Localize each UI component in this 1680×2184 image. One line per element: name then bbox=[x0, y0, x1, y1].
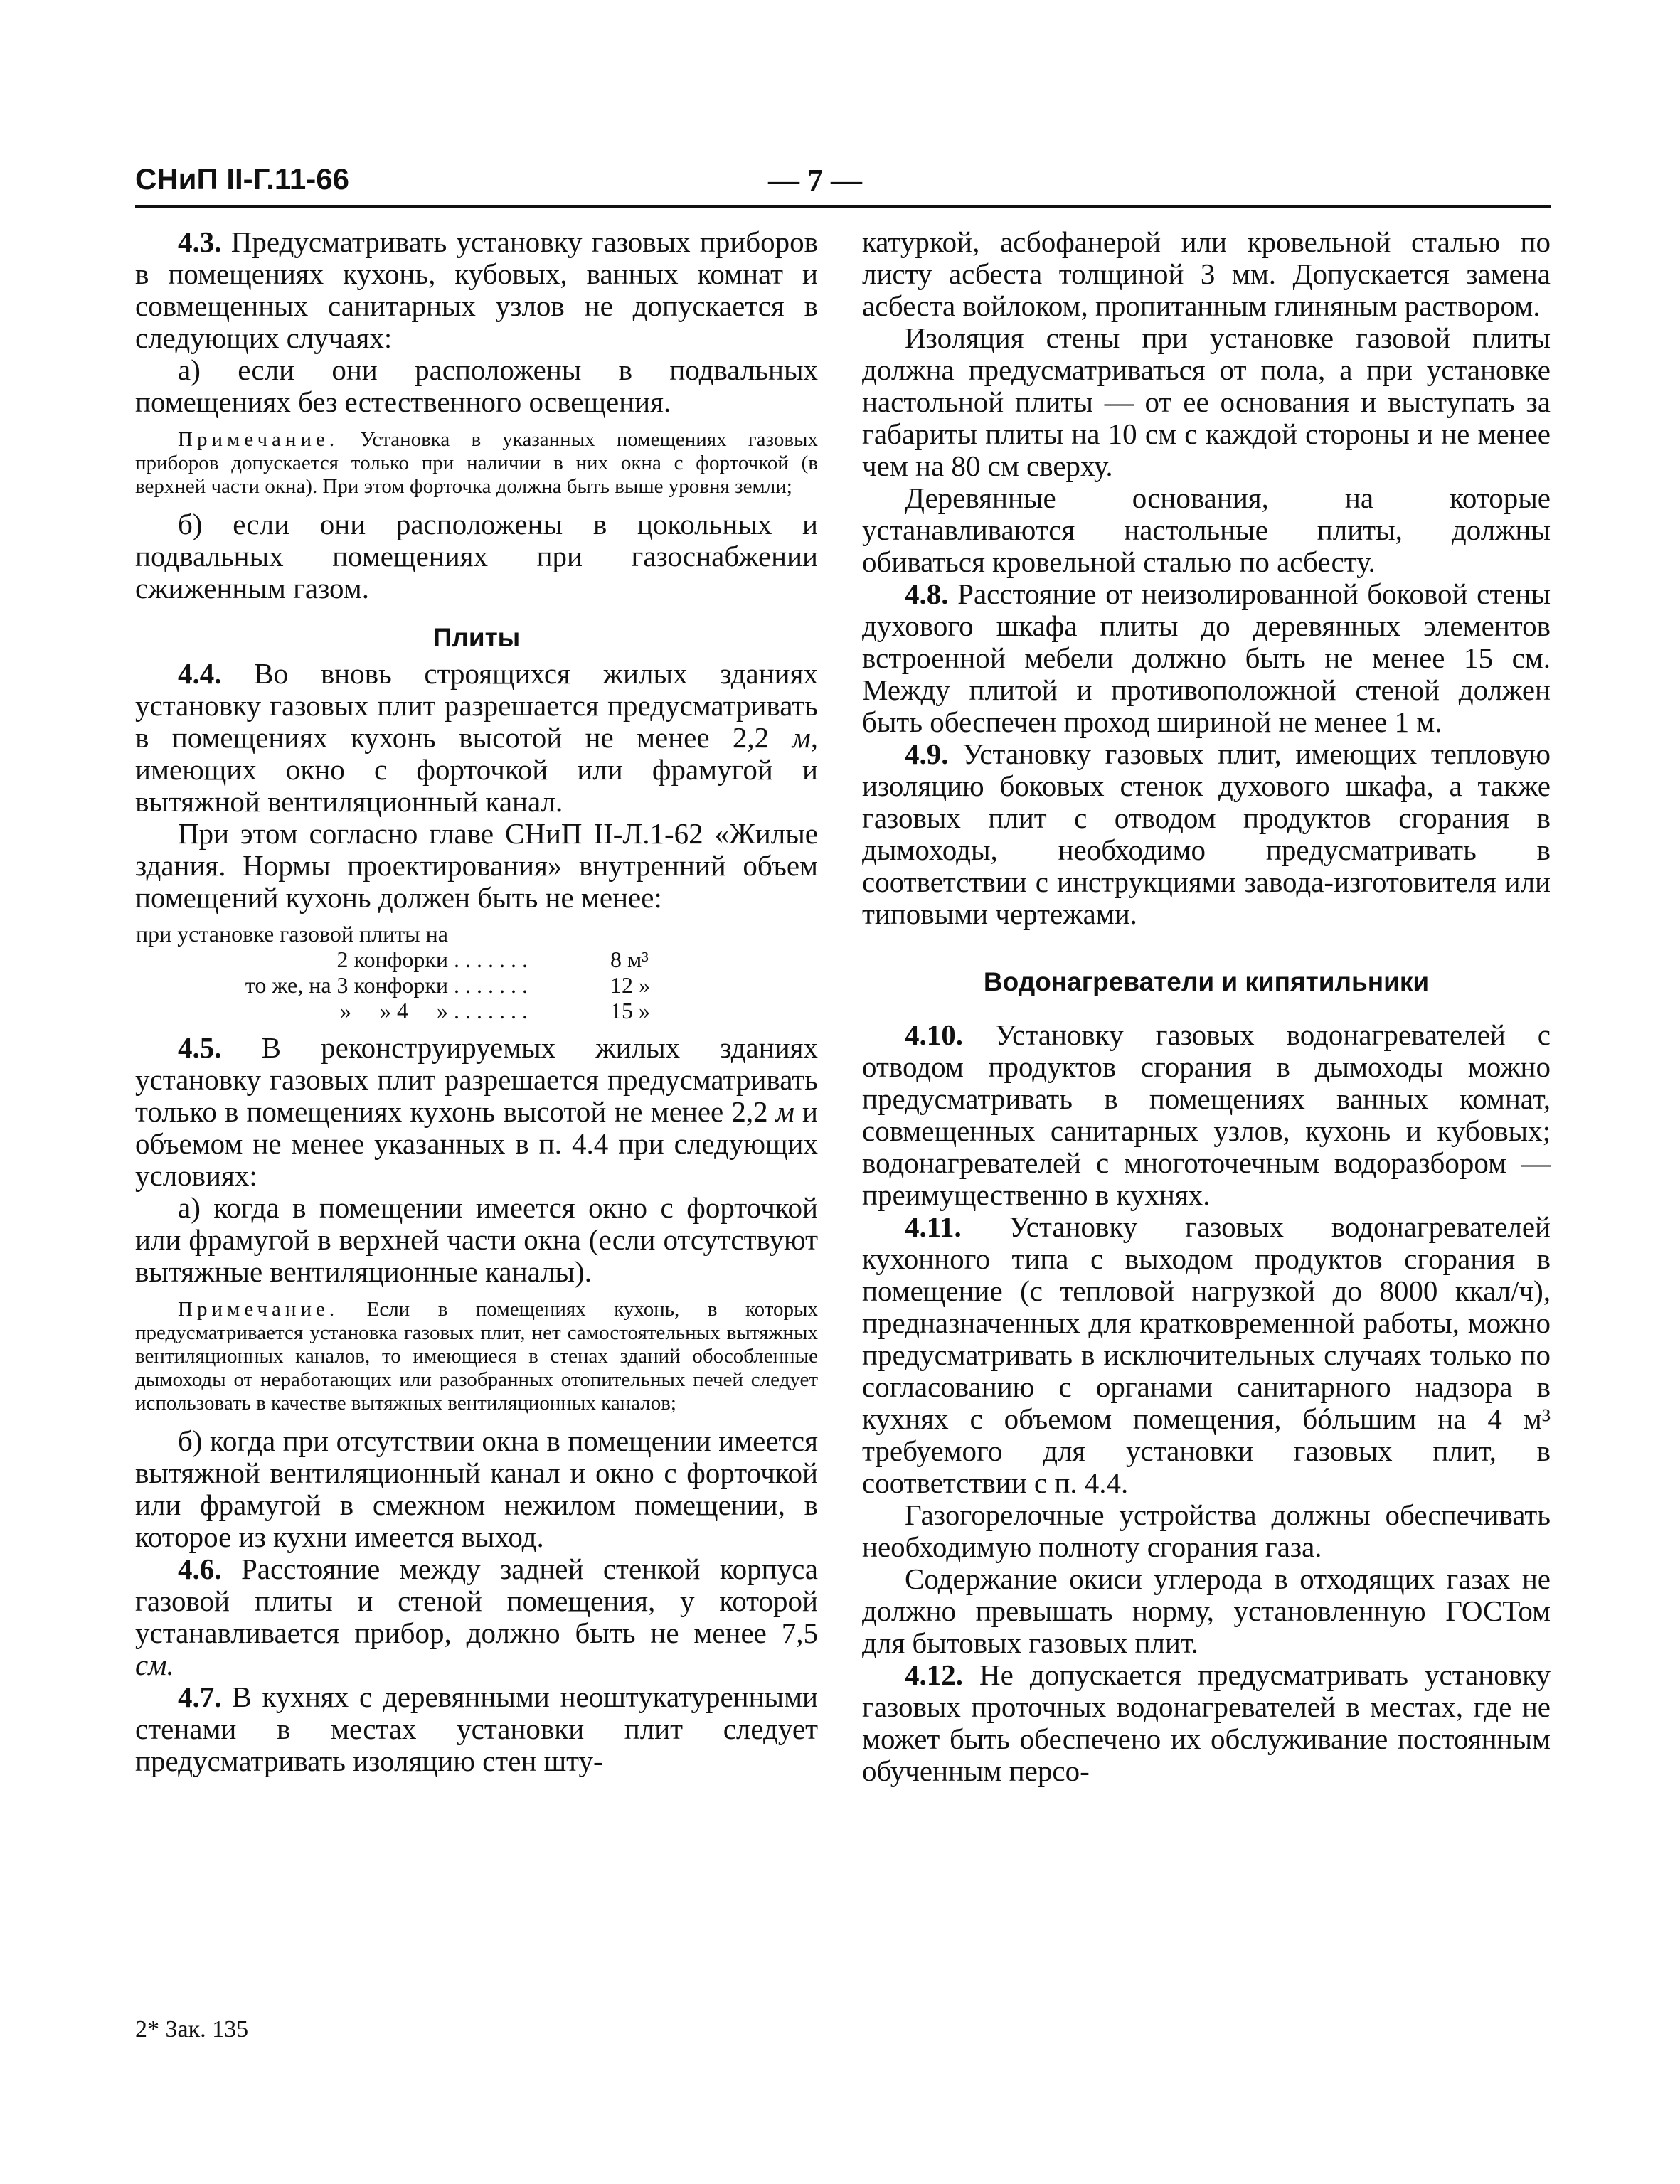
volume-table bbox=[135, 921, 818, 1023]
paragraph-4-6: 4.6. Расстояние между задней стенкой корпуса газовой плиты и стеной помещения, у которой устанавливается прибор, должно быть не менее 7,5 см. bbox=[135, 1552, 818, 1681]
paragraph-4-7-continued: катуркой, асбофанерой или кровельной сталью по листу асбеста толщиной 3 мм. Допускается замена асбеста войлоком, пропитанным глиняным раствором. bbox=[862, 225, 1551, 322]
paragraph-4-5-a: а) когда в помещении имеется окно с форточкой или фрамугой в верхней части окна (если отсутствуют вытяжные вентиляционные каналы). bbox=[135, 1191, 818, 1288]
note-basement: Примечание. Установка в указанных помещениях газовых приборов допускается только при наличии в них окна с форточкой (в верхней части окна). При этом форточка должна быть выше уровня земли; bbox=[135, 428, 818, 498]
paragraph-4-7: 4.7. В кухнях с деревянными неоштукатуренными стенами в местах установки плит следует предусматривать изоляцию стен шту- bbox=[135, 1680, 818, 1777]
paragraph-4-8: 4.8. Расстояние от неизолированной боковой стены духового шкафа плиты до деревянных элементов встроенной мебели должно быть не менее 15 см. Между плитой и противоположной стеной должен быть обеспечен проход шириной не менее 1 м. bbox=[862, 577, 1551, 738]
paragraph-4-5-b: б) когда при отсутствии окна в помещении имеется вытяжной вентиляционный канал и окно с форточкой или фрамугой в смежном нежилом помещении, в которое из кухни имеется выход. bbox=[135, 1424, 818, 1553]
paragraph-4-10: 4.10. Установку газовых водонагревателей с отводом продуктов сгорания в дымоходы можно предусматривать в помещениях ванных комнат, совмещенных санитарных узлов, кухонь и кубовых; водонагревателей с многоточечным водоразбором — преимущественно в кухнях. bbox=[862, 1018, 1551, 1211]
paragraph-4-9: 4.9. Установку газовых плит, имеющих тепловую изоляцию боковых стенок духового шкафа, а также газовых плит с отводом продуктов сгорания в дымоходы, необходимо предусматривать в соответствии с инструкциями завода-изготовителя или типовыми чертежами. bbox=[862, 737, 1551, 930]
paragraph-4-11-b: Газогорелочные устройства должны обеспечивать необходимую полноту сгорания газа. bbox=[862, 1498, 1551, 1563]
paragraph-4-5: 4.5. В реконструируемых жилых зданиях установку газовых плит разрешается предусматривать только в помещениях кухонь высотой не менее 2,2 м и объемом не менее указанных в п. 4.4 при следующих условиях: bbox=[135, 1031, 818, 1192]
paragraph-4-4-b: При этом согласно главе СНиП II-Л.1-62 «Жилые здания. Нормы проектирования» внутренний объем помещений кухонь должен быть не менее: bbox=[135, 817, 818, 914]
page-header bbox=[135, 162, 1551, 205]
paragraph-4-7-wooden-bases: Деревянные основания, на которые устанавливаются настольные плиты, должны обиваться кровельной сталью по асбесту. bbox=[862, 481, 1551, 578]
table-row: 2 конфорки . . . . . . . 8 м³ bbox=[336, 947, 649, 972]
section-heading-water-heaters: Водонагреватели и кипятильники bbox=[983, 967, 1430, 996]
table-row: » » 4 » . . . . . . . 15 » bbox=[340, 998, 650, 1023]
paragraph-4-3-a: а) если они расположены в подвальных помещениях без естественного освещения. bbox=[135, 353, 818, 418]
page-footer: 2* Зак. 135 bbox=[135, 2016, 249, 2042]
note-ventilation: Примечание. Если в помещениях кухонь, в которых предусматривается установка газовых плит, нет самостоятельных вытяжных вентиляционных каналов, то имеющиеся в стенах зданий обособленные дымоходы от неработающих или разобранных отопительных печей следует использовать в качестве вытяжных вентиляционных каналов; bbox=[135, 1298, 818, 1415]
paragraph-4-4: 4.4. Во вновь строящихся жилых зданиях установку газовых плит разрешается предусматривать в помещениях кухонь высотой не менее 2,2 м, имеющих окно с форточкой или фрамугой и вытяжной вентиляционный канал. bbox=[135, 657, 818, 818]
table-row: то же, на 3 конфорки . . . . . . . 12 » bbox=[245, 972, 650, 998]
paragraph-4-3: 4.3. Предусматривать установку газовых приборов в помещениях кухонь, кубовых, ванных комнат и совмещенных санитарных узлов не допускается в следующих случаях: bbox=[135, 225, 818, 354]
document-code: СНиП II-Г.11-66 bbox=[135, 162, 349, 196]
right-column bbox=[862, 226, 1551, 1787]
table-row: при установке газовой плиты на bbox=[135, 921, 448, 947]
header-rule bbox=[135, 205, 1551, 208]
paragraph-4-12: 4.12. Не допускается предусматривать установку газовых проточных водонагревателей в местах, где не может быть обеспечено их обслуживание постоянным обученным персо- bbox=[862, 1658, 1551, 1787]
section-heading-plity: Плиты bbox=[432, 623, 521, 652]
paragraph-4-11: 4.11. Установку газовых водонагревателей кухонного типа с выходом продуктов сгорания в помещение (с тепловой нагрузкой до 8000 ккал/ч), предназначенных для кратковременной работы, можно предусматривать в исключительных случаях только по согласованию с органами санитарного надзора в кухнях с объемом помещения, бóльшим на 4 м³ требуемого для установки газовых плит, в соответствии с п. 4.4. bbox=[862, 1210, 1551, 1499]
paragraph-4-3-b: б) если они расположены в цокольных и подвальных помещениях при газоснабжении сжиженным газом. bbox=[135, 508, 818, 604]
paragraph-4-7-insulation: Изоляция стены при установке газовой плиты должна предусматриваться от пола, а при установке настольной плиты — от ее основания и выступать за габариты плиты на 10 см с каждой стороны и не менее чем на 80 см сверху. bbox=[862, 321, 1551, 482]
left-column bbox=[135, 226, 818, 1777]
paragraph-4-11-c: Содержание окиси углерода в отходящих газах не должно превышать норму, установленную ГОСТом для бытовых газовых плит. bbox=[862, 1562, 1551, 1659]
page-number: — 7 — bbox=[768, 163, 862, 198]
